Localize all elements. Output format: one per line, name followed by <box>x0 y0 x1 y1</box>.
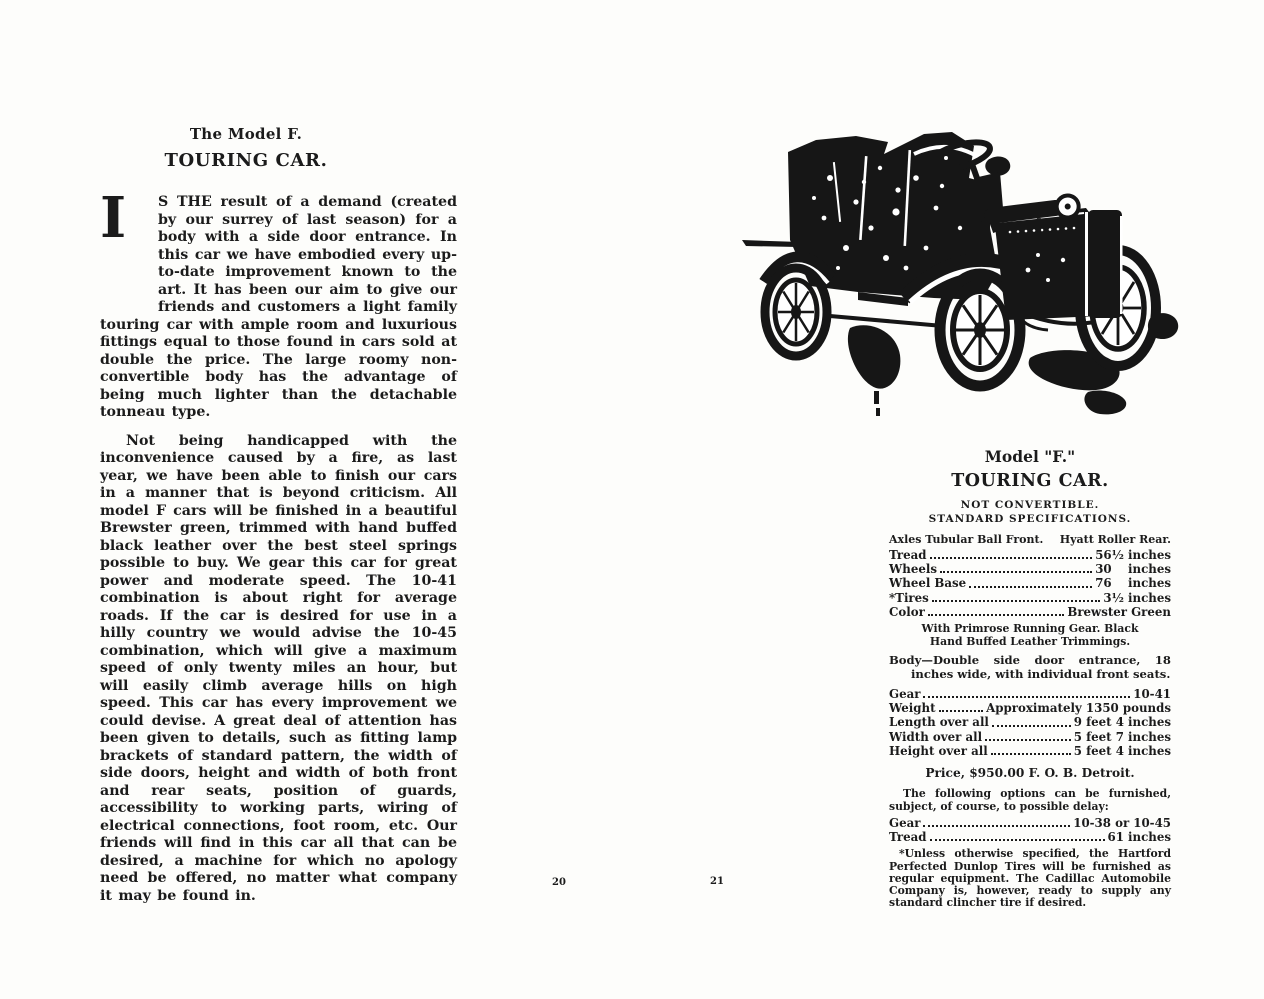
option-row-tread <box>889 830 1171 844</box>
spec-value: Approximately 1350 pounds <box>986 701 1171 716</box>
dotted-leader <box>928 612 1065 616</box>
subtitle-standard-specifications: STANDARD SPECIFICATIONS. <box>928 513 1132 525</box>
spec-value: 56½ inches <box>1095 548 1171 562</box>
spec-value: 30 inches <box>1095 562 1171 577</box>
right-title-model-f: Model "F." <box>984 447 1076 466</box>
spec-value: 3½ inches <box>1103 590 1171 605</box>
rear-wheel <box>765 268 827 356</box>
dotted-leader <box>969 584 1092 588</box>
color-trim-note <box>889 623 1171 648</box>
spec-row-wheels <box>889 562 1171 576</box>
spec-value: Brewster Green <box>1067 604 1171 619</box>
spec-value: 10-41 <box>1133 687 1171 702</box>
dotted-leader <box>923 694 1130 698</box>
tires-footnote: *Unless otherwise specified, the Hartford Perfected Dunlop Tires will be furnished as regular equipment. The Cadillac Automobile Company is, however, ready to supply any standard clincher tire if desired. <box>889 847 1171 910</box>
dotted-leader <box>940 569 1092 573</box>
paragraph-details: Not being handicapped with the inconvenience caused by a fire, as last year, we have been able to finish our cars in a manner that is beyond criticism. All model F cars will be finished in a beautiful Brewster green, trimmed with hand buffed black leather over the best steel springs possible to buy. We gear this car for great power and moderate speed. The 10-41 combination is about right for average roads. If the car is desired for use in a hilly country we would advise the 10-45 combination, which will give a maximum speed of only twenty miles an hour, but will easily climb average hills on high speed. This car has every improvement we could devise. A great deal of attention has been given to details, such as fitting lamp brackets of standard pattern, the width of side doors, height and width of both front and rear seats, position of guards, accessibility to working parts, wiring of electrical connections, foot room, etc. Our friends will find in this car all that can be desired, a machine for which no apology need be offered, no matter what company it may be found in. <box>100 432 457 904</box>
spec-value: 9 feet 4 inches <box>1073 715 1171 730</box>
dotted-leader <box>985 737 1071 741</box>
spec-value: 5 feet 4 inches <box>1073 743 1171 758</box>
left-page-heading <box>100 126 392 170</box>
spec-row-height <box>889 744 1171 758</box>
spec-label: Height over all <box>889 743 988 758</box>
options-list <box>889 816 1171 844</box>
paragraph-intro-text: S THE result of a demand (created by our surrey of last season) for a body with a side door entrance. In this car we have embodied every up-to-date improvement known to the art. It has been our aim to give our friends and customers a light family touring car with ample room and luxurious fittings equal to those found in cars sold at double the price. The large roomy non-convertible body has the advantage of being much lighter than the detachable tonneau type. <box>100 194 457 420</box>
spec-label: Gear <box>889 816 921 831</box>
axles-spec-line <box>889 533 1171 546</box>
color-note-line2: Hand Buffed Leather Trimmings. <box>929 634 1131 648</box>
spec-value: 61 inches <box>1107 830 1171 845</box>
spec-row-width <box>889 730 1171 744</box>
dotted-leader <box>932 598 1101 602</box>
subtitle-not-convertible: NOT CONVERTIBLE. <box>960 499 1100 511</box>
drop-cap-letter: I <box>100 185 127 251</box>
axles-rear: Hyatt Roller Rear. <box>1059 533 1171 546</box>
spec-label: Tread <box>889 548 927 562</box>
dotted-leader <box>992 723 1071 727</box>
spec-row-length <box>889 715 1171 729</box>
car-illustration <box>738 120 1188 428</box>
spec-label: Width over all <box>889 729 983 744</box>
spec-label: Length over all <box>889 715 989 730</box>
spec-value: 10-38 or 10-45 <box>1073 816 1171 831</box>
spec-label: *Tires <box>889 590 929 605</box>
spec-label: Weight <box>889 701 936 716</box>
dotted-leader <box>939 708 984 712</box>
left-body-text <box>100 185 457 905</box>
left-title-model: The Model F. <box>189 125 303 143</box>
page-number-left: 20 <box>552 877 566 888</box>
color-note-line1: With Primrose Running Gear. Black <box>921 622 1139 636</box>
spec-row-weight <box>889 701 1171 715</box>
left-page <box>100 126 457 905</box>
body-spec-line: Body—Double side door entrance, 18 inches wide, with individual front seats. <box>889 653 1171 682</box>
page-number-right: 21 <box>710 876 724 887</box>
axles-front: Axles Tubular Ball Front. <box>889 533 1044 546</box>
dotted-leader <box>991 751 1071 755</box>
spec-row-tires <box>889 591 1171 605</box>
spec-row-wheel-base <box>889 576 1171 590</box>
spec-label: Gear <box>889 687 921 702</box>
right-title-touring-car: TOURING CAR. <box>951 471 1109 491</box>
price-line: Price, $950.00 F. O. B. Detroit. <box>925 766 1135 781</box>
options-intro: The following options can be furnished, subject, of course, to possible delay: <box>889 787 1171 813</box>
hood <box>994 208 1123 320</box>
spec-label: Wheel Base <box>889 576 967 591</box>
spec-label: Tread <box>889 830 927 845</box>
drop-cap-box <box>100 185 158 316</box>
paragraph-intro <box>100 185 457 422</box>
spec-row-color <box>889 605 1171 619</box>
left-title-touring-car: TOURING CAR. <box>164 150 328 171</box>
option-row-gear <box>889 816 1171 830</box>
radiator <box>1088 210 1122 318</box>
spec-list-weights <box>889 687 1171 758</box>
spec-row-gear <box>889 687 1171 701</box>
spec-label: Wheels <box>889 562 937 577</box>
spec-list-dimensions <box>889 548 1171 619</box>
dotted-leader <box>930 837 1105 841</box>
dotted-leader <box>923 823 1070 827</box>
spec-label: Color <box>889 604 925 619</box>
spec-value: 76 inches <box>1095 576 1171 591</box>
spec-row-tread <box>889 548 1171 562</box>
dotted-leader <box>930 555 1093 559</box>
right-page <box>889 449 1171 909</box>
spec-value: 5 feet 7 inches <box>1073 729 1171 744</box>
